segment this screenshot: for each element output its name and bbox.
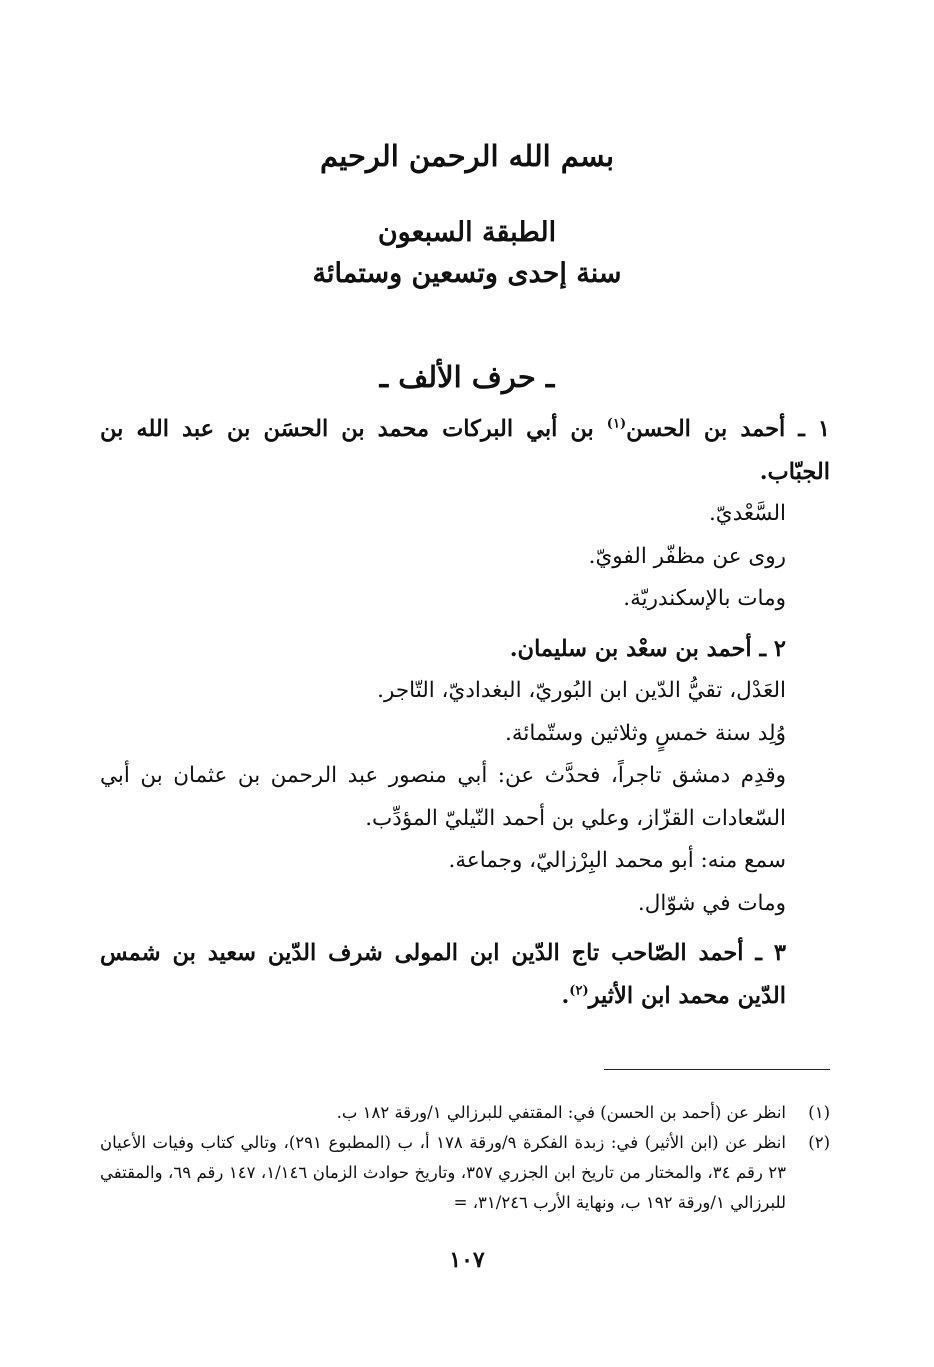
- footnote-2: [100, 1128, 830, 1218]
- entry-2-heading: ٢ ـ أحمد بن سعْد بن سليمان.: [509, 635, 786, 662]
- footnote-2-number: (٢): [808, 1133, 830, 1152]
- footnotes: [100, 1098, 830, 1218]
- entry-1-line: السَّعْديّ.: [708, 501, 786, 526]
- letter-heading: ـ حرف الألف ـ: [379, 360, 555, 394]
- footnote-ref-2[interactable]: (٢): [569, 983, 589, 998]
- entry-1-heading: [100, 408, 830, 493]
- biographies-body: [100, 408, 830, 1017]
- footnote-1: [100, 1098, 830, 1128]
- entry-2-line: وقدِم دمشق تاجراً، فحدَّث عن: أبي منصور عبد الرحمن بن عثمان بن أبي السّعادات القزّاز، وعلي بن أحمد النّيليّ المؤدِّب.: [100, 763, 786, 831]
- entry-2-line: ومات في شوّال.: [637, 890, 786, 916]
- entry-1-line: روى عن مظفّر الفويّ.: [588, 543, 786, 569]
- year-title: سنة إحدى وتسعين وستمائة: [312, 258, 622, 289]
- basmala: بسم الله الرحمن الرحيم: [319, 139, 615, 173]
- footnote-divider: [604, 1069, 830, 1070]
- entry-2-line: وُلِد سنة خمسٍ وثلاثين وستّمائة.: [505, 720, 786, 746]
- entry-3-heading: [100, 932, 830, 1017]
- tabaqa-title: الطبقة السبعون: [377, 217, 557, 248]
- entry-1-name-rest: بن أبي البركات محمد بن الحسَن بن عبد الله بن الجبّاب.: [100, 416, 830, 485]
- footnote-ref-1[interactable]: (١): [606, 416, 627, 432]
- footnote-1-text: انظر عن (أحمد بن الحسن) في: المقتفي للبرزالي ١/ورقة ١٨٢ ب.: [336, 1103, 786, 1122]
- entry-2-line: العَدْل، تقيُّ الدّين ابن البُوريّ، البغداديّ، التّاجر.: [377, 678, 786, 703]
- page-number: ١٠٧: [449, 1247, 485, 1273]
- entry-3-name-end: .: [561, 982, 570, 1009]
- entry-1-line: ومات بالإسكندريّة.: [623, 586, 786, 611]
- footnote-2-text: انظر عن (ابن الأثير) في: زبدة الفكرة ٩/ورقة ١٧٨ أ، ب (المطبوع ٢٩١)، وتالي كتاب وفيات الأعيان ٢٣ رقم ٣٤، والمختار من تاريخ ابن الجزري ٣٥٧، وتاريخ حوادث الزمان ١/١٤٦، ١٤٧ رقم ٦٩، والمقتفي للبرزالي ١/ورقة ١٩٢ ب، ونهاية الأرب ٣١/٢٤٦، =: [100, 1133, 786, 1212]
- entry-3-name: ٣ ـ أحمد الصّاحب تاج الدّين ابن المولى شرف الدّين سعيد بن شمس الدّين محمد ابن الأثير: [100, 940, 786, 1009]
- footnote-1-number: (١): [808, 1103, 830, 1122]
- entry-1-name: ١ ـ أحمد بن الحسن: [626, 416, 830, 442]
- entry-2-line: سمع منه: أبو محمد البِرْزاليّ، وجماعة.: [448, 848, 786, 873]
